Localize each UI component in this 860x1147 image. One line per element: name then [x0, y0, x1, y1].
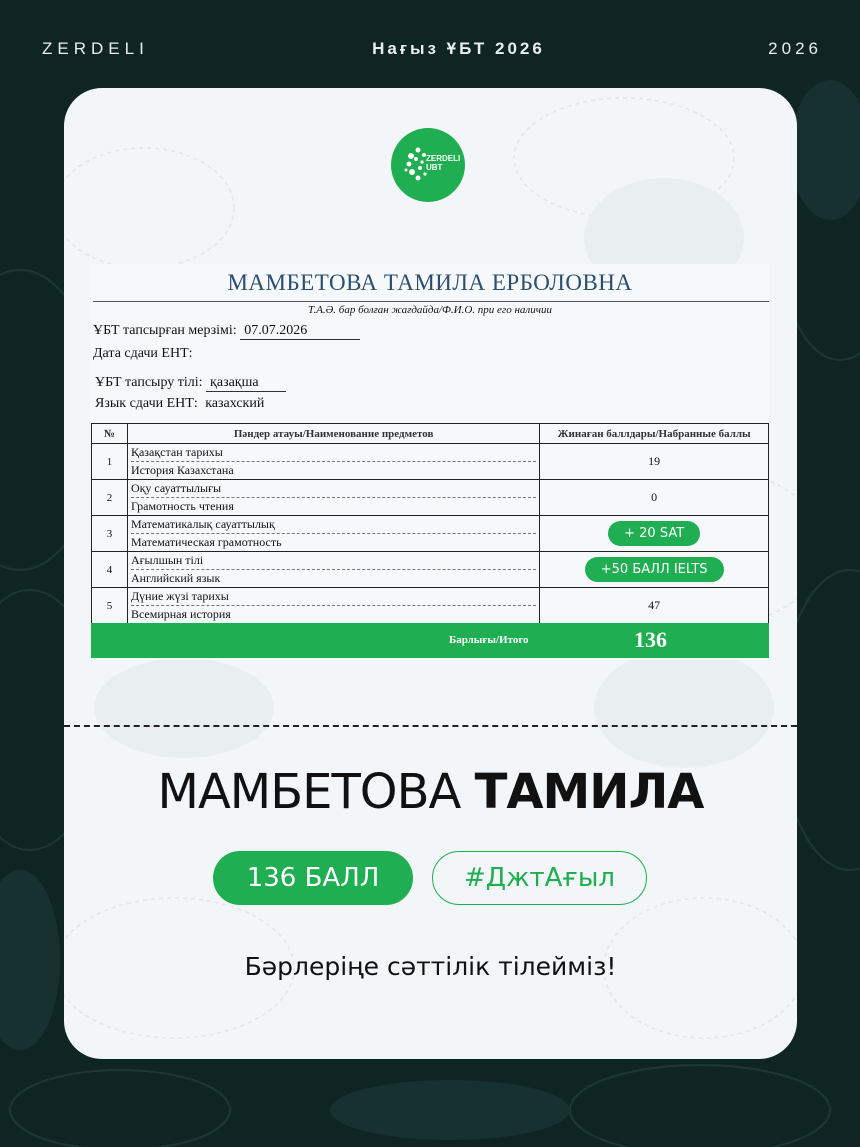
table-row: [92, 552, 769, 588]
student-full-name: МАМБЕТОВА ТАМИЛА ЕРБОЛОВНА: [227, 270, 633, 295]
row-number: 2: [92, 480, 128, 516]
result-card: [64, 88, 797, 1059]
table-row: [92, 588, 769, 624]
ielts-badge: +50 БАЛЛ IELTS: [585, 557, 724, 582]
row-number: 3: [92, 516, 128, 552]
exam-lang-row-ru: [95, 396, 264, 412]
exam-lang-label-ru: Язык сдачи ЕНТ:: [95, 396, 198, 411]
first-name: ТАМИЛА: [474, 764, 704, 820]
header-title: Нағыз ҰБТ 2026: [372, 39, 545, 58]
exam-date-row: [93, 323, 360, 340]
total-value: 136: [634, 627, 667, 652]
name-underline: [93, 301, 769, 302]
subject-kz: Ағылшын тілі: [131, 552, 536, 570]
total-row: [91, 623, 769, 658]
exam-lang-value-ru: казахский: [205, 396, 265, 411]
score-badge: 136 БАЛЛ: [213, 851, 413, 905]
logo-text: [426, 154, 460, 172]
sat-badge: + 20 SAT: [608, 521, 700, 546]
logo-line1: ZERDELI: [426, 154, 461, 163]
subject-cell: [127, 444, 539, 480]
col-header-score: Жинаған баллдары/Набранные баллы: [540, 424, 769, 444]
logo-line2: UBT: [426, 163, 443, 172]
subject-ru: История Казахстана: [130, 463, 234, 477]
table-row: [92, 480, 769, 516]
zerdeli-logo: [391, 128, 465, 202]
header-year: 2026: [768, 39, 822, 58]
brand-label: ZERDELI: [42, 39, 149, 58]
exam-lang-row: [95, 375, 286, 392]
total-label: Барлығы/Итого: [449, 634, 529, 646]
subject-ru: Английский язык: [130, 571, 221, 585]
subject-kz: Математикалық сауаттылық: [131, 516, 536, 534]
row-number: 1: [92, 444, 128, 480]
row-number: 5: [92, 588, 128, 624]
surname: МАМБЕТОВА: [157, 764, 461, 820]
subject-kz: Оқу сауаттылығы: [131, 480, 536, 498]
subject-cell: [127, 552, 539, 588]
score-cell: [540, 552, 769, 588]
score-cell: 47: [540, 588, 769, 624]
exam-date-label-ru: Дата сдачи ЕНТ:: [93, 346, 193, 361]
score-cell: 0: [540, 480, 769, 516]
subject-ru: Всемирная история: [130, 607, 231, 621]
exam-date-label: ҰБТ тапсырған мерзімі:: [93, 323, 237, 338]
row-number: 4: [92, 552, 128, 588]
subject-ru: Математическая грамотность: [130, 535, 282, 549]
table-header-row: [92, 424, 769, 444]
score-cell: 19: [540, 444, 769, 480]
subject-cell: [127, 588, 539, 624]
subject-kz: Қазақстан тарихы: [131, 444, 536, 462]
col-header-no: №: [92, 424, 128, 444]
hashtag-badge: #ДжтАғыл: [432, 851, 647, 905]
good-luck-message: Бәрлеріңе сәттілік тілейміз!: [244, 952, 617, 981]
student-name-display: [64, 764, 797, 820]
certificate-document: [91, 264, 769, 660]
scores-table: [91, 423, 769, 624]
subject-cell: [127, 480, 539, 516]
exam-lang-label: ҰБТ тапсыру тілі:: [95, 375, 203, 390]
exam-lang-value: қазақша: [206, 375, 286, 392]
subject-cell: [127, 516, 539, 552]
score-cell: [540, 516, 769, 552]
top-bar: [42, 36, 822, 62]
cut-divider: [64, 725, 797, 727]
subject-kz: Дүние жүзі тарихы: [131, 588, 536, 606]
exam-date-value: 07.07.2026: [240, 323, 360, 340]
table-row: [92, 444, 769, 480]
name-note: Т.А.Ә. бар болған жағдайда/Ф.И.О. при его наличии: [308, 304, 552, 316]
subject-ru: Грамотность чтения: [130, 499, 234, 513]
col-header-subject: Пәндер атауы/Наименование предметов: [127, 424, 539, 444]
table-row: [92, 516, 769, 552]
